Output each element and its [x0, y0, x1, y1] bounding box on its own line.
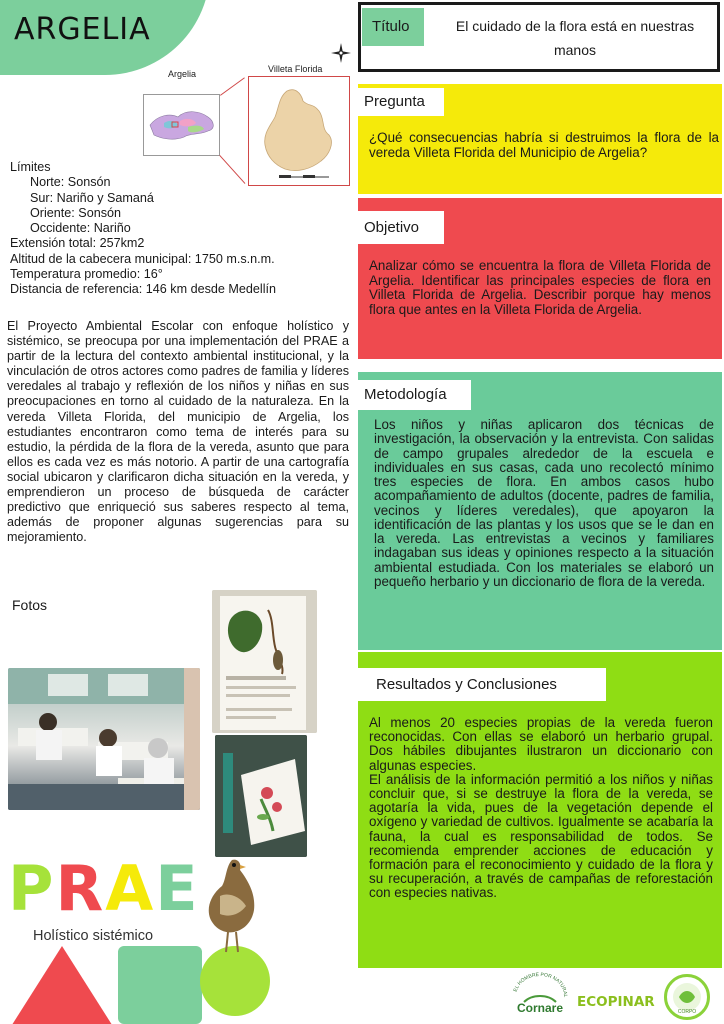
limits-info: [10, 160, 350, 298]
average-temperature: Temperatura promedio: 16°: [10, 267, 163, 282]
bird-illustration: [200, 856, 260, 956]
svg-text:EL HOMBRE POR NATURALEZA: EL HOMBRE POR NATURAL: [512, 972, 569, 998]
prae-letter-p: P: [8, 852, 56, 925]
objective-text: Analizar cómo se encuentra la flora de Villeta Florida de Argelia. Identificar las principales especies de flora en Villeta Florida de Argelia. Describir porque hay menos flora que antes en la Villeta Florida de Argelia.: [369, 258, 711, 317]
project-title: El cuidado de la flora está en nuestras manos: [455, 18, 695, 58]
question-label: Pregunta: [358, 88, 444, 116]
fotos-label: Fotos: [12, 597, 48, 613]
results-label: Resultados y Conclusiones: [358, 668, 606, 701]
prae-letter-e: E: [155, 852, 200, 925]
results-paragraph-2: El análisis de la información permitió a los niños y niñas concluir que, si se destruye la flora de la vereda, se agotaría la vida, pues de la vegetación depende el oxígeno y variedad de cultivos. Igualmente se acabaría la fauna, la cual es responsabilidad de todos. Se recomienda emprender acciones de educación y formación para el reconocimiento y cuidado de la flora y su recuperación, a través de campañas de reforestación con especies nativas.: [369, 771, 713, 901]
methodology-text: Los niños y niñas aplicaron dos técnicas de investigación, la observación y la entrevista. Con salidas de campo grupales alrededor de la escuela e individuales en sus casas, cada uno recolectó mínimo tres especies de flora. En ambos casos hubo acompañamiento de adultos (docente, padres de familia, vecinos y líderes veredales), que apoyaron la identificación de las plantas y los usos que se le dan en la vereda. Las entrevistas a vecinos y familiares indagaban sus ideas y opiniones respecto a la situación ambiental estudiada. Con los materiales se elaboró un pequeño herbario y un diccionario de flora de la vereda.: [374, 417, 714, 589]
corpo-logo: [664, 974, 710, 1020]
prae-letter-r: R: [55, 852, 106, 925]
prae-logo: [8, 852, 200, 925]
lime-circle-shape: [200, 946, 270, 1016]
ecopinar-logo: ECOPINAR: [577, 994, 655, 1010]
classroom-photo: [8, 668, 200, 810]
herbarium-photo: [212, 590, 317, 733]
limit-north: Norte: Sonsón: [30, 175, 111, 190]
green-square-shape: [118, 946, 202, 1024]
intro-paragraph: El Proyecto Ambiental Escolar con enfoque holístico y sistémico, se preocupa por una implementación del PRAE a partir de la lectura del contexto ambiental institucional, y la vinculación de otros actores como padres de familia y líderes veredales al trabajo y reflexión de los niños y niñas en sus preocupaciones en torno al cuidado de la naturaleza. En la vereda Villeta Florida, del municipio de Argelia, los estudiantes encontraron como tema de interés para su estudio, la pérdida de la flora de la vereda, asunto que para ellos es cada vez es más notorio. A partir de una cartografía social ubicaron y clarificaron dicha situación en la vereda, y emprendieron un proceso de búsqueda de carácter predictivo que enriqueció sus saberes respecto al tema, además de proponer algunas sugerencias para su mejoramiento.: [7, 319, 349, 545]
red-triangle-shape: [10, 946, 114, 1024]
results-paragraph-1: Al menos 20 especies propias de la vereda fueron reconocidas. Con ellas se elaboró un herbario grupal. Dos hábiles dibujantes ilustraron un diccionario con algunas especies.: [369, 715, 713, 773]
limit-south: Sur: Nariño y Samaná: [30, 190, 154, 205]
map-label-villeta-florida: Villeta Florida: [268, 64, 323, 74]
limits-heading: Límites: [10, 160, 51, 174]
cornare-wordmark: Cornare: [516, 1001, 564, 1015]
objective-label: Objetivo: [358, 211, 444, 244]
results-text: [369, 716, 713, 901]
drawing-photo: [215, 735, 307, 857]
prae-letter-a: A: [105, 852, 156, 925]
prae-subtitle: Holístico sistémico: [33, 928, 154, 944]
question-text: ¿Qué consecuencias habría si destruimos la flora de la vereda Villeta Florida del Municipio de Argelia?: [369, 130, 719, 160]
methodology-label: Metodología: [358, 380, 471, 410]
limit-east: Oriente: Sonsón: [30, 205, 122, 220]
limit-west: Occidente: Nariño: [30, 221, 131, 236]
cornare-logo: [510, 972, 570, 1018]
page-title: ARGELIA: [14, 12, 151, 47]
compass-rose-icon: [330, 42, 352, 64]
corpo-wordmark: CORPO: [677, 1009, 697, 1015]
total-extension: Extensión total: 257km2: [10, 236, 145, 251]
reference-distance: Distancia de referencia: 146 km desde Medellín: [10, 282, 277, 297]
municipality-map: [143, 94, 220, 156]
title-label: Título: [372, 18, 410, 35]
map-label-argelia: Argelia: [168, 69, 197, 79]
altitude: Altitud de la cabecera municipal: 1750 m.s.n.m.: [10, 251, 275, 266]
